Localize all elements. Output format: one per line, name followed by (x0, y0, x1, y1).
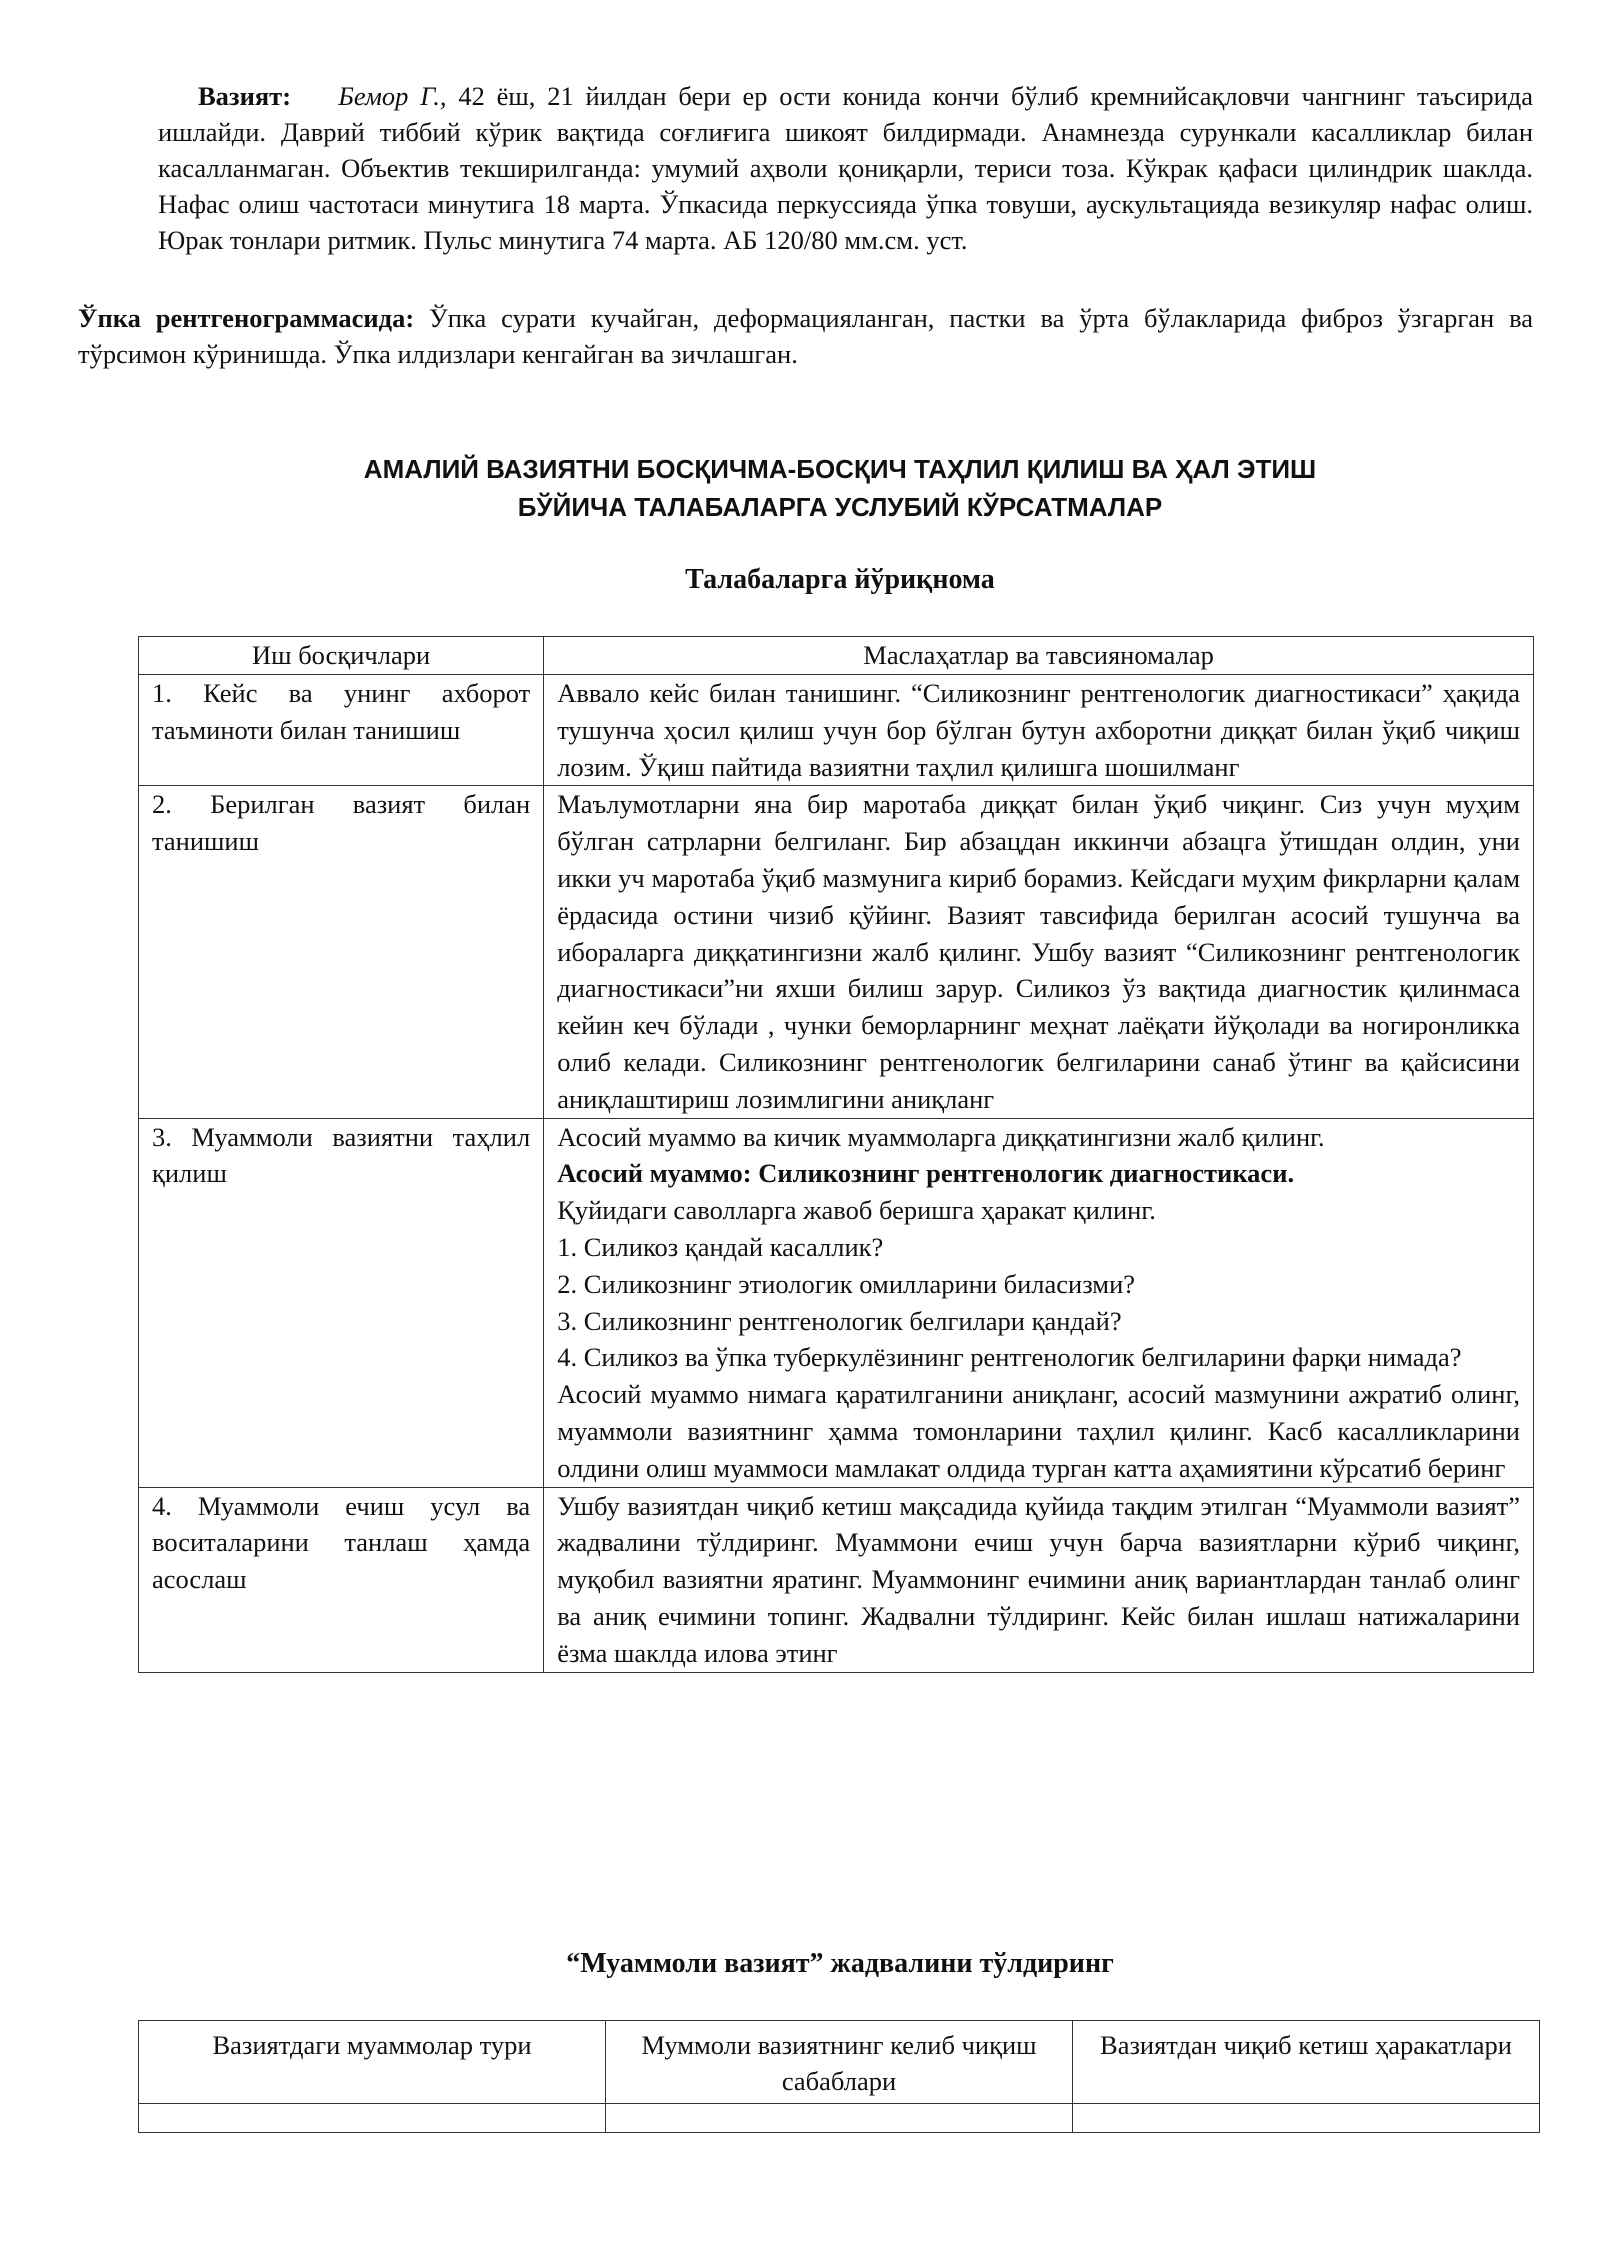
stage-cell: 2. Берилган вазият билан танишиш (139, 786, 544, 1118)
case-patient: Бемор Г., (338, 81, 447, 111)
table-header-row (139, 637, 1534, 675)
xray-label: Ўпка рентгенограммасида: (78, 303, 415, 333)
case-text: 42 ёш, 21 йилдан бери ер ости конида кончи бўлиб кремнийсақловчи чангнинг таъсирида ишлайди. Даврий тиббий кўрик вақтида соғлиғига шикоят билдирмади. Анамнезда сурункали касалликлар билан касалланмаган. Объектив текширилганда: умумий аҳволи қониқарли, териси тоза. Кўкрак қафаси цилиндрик шаклда. Нафас олиш частотаси минутига 18 марта. Ўпкасида перкуссияда ўпка товуши, аускультацияда везикуляр нафас олиш. Юрак тонлари ритмик. Пульс минутига 74 марта. АБ 120/80 мм.см. уст. (158, 81, 1533, 255)
sub-title: Талабаларга йўриқнома (685, 564, 995, 595)
case-label: Вазият: (198, 81, 292, 111)
column-header-actions: Вазиятдан чиқиб кетиш ҳаракатлари (1073, 2021, 1540, 2104)
problem-table (138, 2020, 1540, 2133)
question-item: 2. Силикознинг этиологик омилларини биласизми? (557, 1268, 1136, 1299)
question-item: 4. Силикоз ва ўпка туберкулёзининг рентгенологик белгиларини фарқи нимада? (557, 1342, 1462, 1373)
advice-cell: Аввало кейс билан танишинг. “Силикознинг рентгенологик диагностикаси” ҳақида тушунча ҳосил қилиш учун бор бўлган бутун ахборотни диққат билан ўқиб чиқиш лозим. Ўқиш пайтида вазиятни таҳлил қилишга шошилманг (544, 675, 1534, 786)
problem-table-empty-row (139, 2104, 1540, 2133)
xray-text: Ўпка сурати кучайган, деформацияланган, пастки ва ўрта бўлакларида фиброз ўзгарган ва тўрсимон кўринишда. Ўпка илдизлари кенгайган ва зичлашган. (78, 303, 1533, 369)
advice-outro: Асосий муаммо нимага қаратилганини аниқланг, асосий мазмунини ажратиб олинг, муаммоли вазиятнинг ҳамма томонларини таҳлил қилинг. Касб касалликларини олдини олиш муаммоси мамлакат олдида турган катта аҳамиятини кўрсатиб беринг (557, 1379, 1520, 1483)
case-paragraph (158, 78, 1533, 258)
column-header-causes: Муммоли вазиятнинг келиб чиқиш сабаблари (606, 2021, 1073, 2104)
main-title (140, 450, 1540, 526)
table-row (139, 675, 1534, 786)
advice-cell (544, 1118, 1534, 1487)
column-header-advice: Маслаҳатлар ва тавсияномалар (544, 637, 1534, 675)
column-header-stages: Иш босқичлари (139, 637, 544, 675)
stage-cell: 4. Муаммоли ечиш усул ва воситаларини танлаш ҳамда асослаш (139, 1487, 544, 1672)
empty-cell[interactable] (606, 2104, 1073, 2133)
table-row (139, 1118, 1534, 1487)
advice-cell: Маълумотларни яна бир маротаба диққат билан ўқиб чиқинг. Сиз учун муҳим бўлган сатрларни белгиланг. Бир абзацдан иккинчи абзацга ўтишдан олдин, уни икки уч маротаба ўқиб мазмунига кириб борамиз. Кейсдаги муҳим фикрларни қалам ёрдасида остини чизиб қўйинг. Вазият тавсифида берилган асосий тушунча ва ибораларга диққатингизни жалб қилинг. Ушбу вазият “Силикознинг рентгенологик диагностикаси”ни яхши билиш зарур. Силикоз ўз вақтида диагностик қилинмаса кейин кеч бўлади , чунки беморларнинг меҳнат лаёқати йўқолади ва ногиронликка олиб келади. Силикознинг рентгенологик белгиларини санаб ўтинг ва қайсисини аниқлаштириш лозимлигини аниқланг (544, 786, 1534, 1118)
question-item: 3. Силикознинг рентгенологик белгилари қандай? (557, 1305, 1122, 1336)
main-title-line-2: БЎЙИЧА ТАЛАБАЛАРГА УСЛУБИЙ КЎРСАТМАЛАР (517, 492, 1163, 522)
xray-paragraph (78, 300, 1533, 372)
table-row (139, 786, 1534, 1118)
table-row (139, 1487, 1534, 1672)
empty-cell[interactable] (1073, 2104, 1540, 2133)
main-problem: Асосий муаммо: Силикознинг рентгенологик диагностикаси. (557, 1158, 1295, 1189)
main-title-line-1: АМАЛИЙ ВАЗИЯТНИ БОСҚИЧМА-БОСҚИЧ ТАҲЛИЛ ҚИЛИШ ВА ҲАЛ ЭТИШ (363, 454, 1317, 484)
advice-intro: Асосий муаммо ва кичик муаммоларга диққатингизни жалб қилинг. (557, 1121, 1325, 1152)
column-header-problem-types: Вазиятдаги муаммолар тури (139, 2021, 606, 2104)
instructions-table (138, 636, 1534, 1673)
advice-cell: Ушбу вазиятдан чиқиб кетиш мақсадида қуйида тақдим этилган “Муаммоли вазият” жадвалини тўлдиринг. Муаммони ечиш учун барча вазиятларни кўриб чиқинг, муқобил вазиятни яратинг. Муаммонинг ечимини аниқ вариантлардан танлаб олинг ва аниқ ечимини топинг. Жадвални тўлдиринг. Кейс билан ишлаш натижаларини ёзма шаклда илова этинг (544, 1487, 1534, 1672)
advice-prompt: Қуйидаги саволларга жавоб беришга ҳаракат қилинг. (557, 1195, 1156, 1226)
question-item: 1. Силикоз қандай касаллик? (557, 1231, 884, 1262)
stage-cell: 1. Кейс ва унинг ахборот таъминоти билан танишиш (139, 675, 544, 786)
empty-cell[interactable] (139, 2104, 606, 2133)
stage-cell: 3. Муаммоли вазиятни таҳлил қилиш (139, 1118, 544, 1487)
problem-table-header-row (139, 2021, 1540, 2104)
problem-table-title: “Муаммоли вазият” жадвалини тўлдиринг (566, 1948, 1114, 1979)
